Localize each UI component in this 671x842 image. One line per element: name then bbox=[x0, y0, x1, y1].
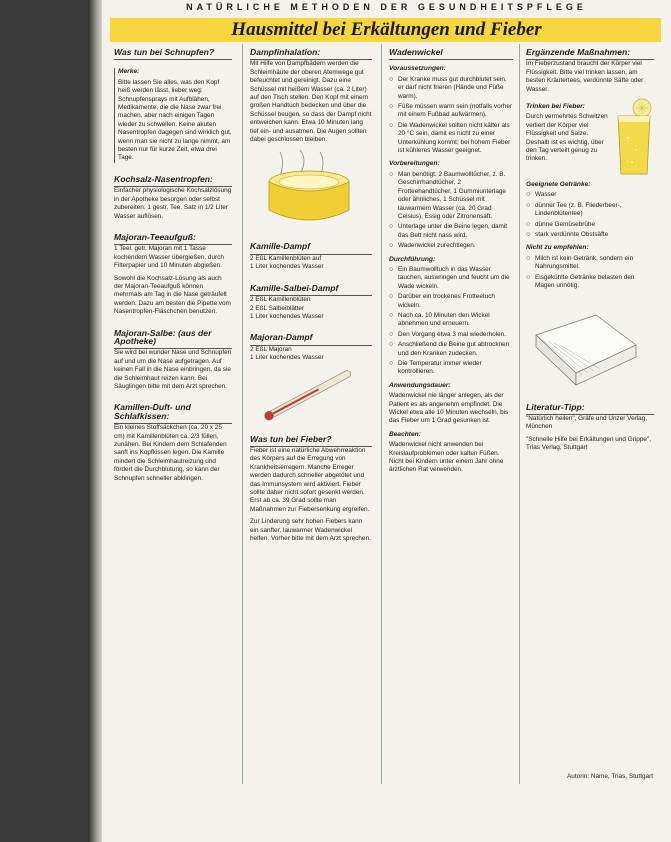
page-title: Hausmittel bei Erkältungen und Fieber bbox=[231, 19, 542, 40]
paragraph: Zur Linderung sehr hohen Fiebers kann ein sanfter, lauwarmer Wadenwickel helfen. Vorher bitte mit dem Arzt sprechen. bbox=[250, 518, 371, 542]
column-4 bbox=[526, 44, 654, 457]
list-item: ○ Wasser bbox=[526, 191, 654, 199]
section-heading: Majoran-Salbe: (aus der Apotheke) bbox=[114, 325, 232, 350]
recipe-line: 1 Liter kochendes Wasser bbox=[250, 354, 324, 362]
subheading: Nicht zu empfehlen: bbox=[526, 244, 589, 252]
paragraph: Sie wird bei wunder Nase und Schnupfen auf und um die Nase aufgetragen. Auf keinen Fall in die Nase einbringen, da sie die Schleimhaut reizen kann. Bei Säuglingen bitte mit dem Arzt sprechen. bbox=[114, 349, 232, 390]
list-item: ○ Füße müssen warm sein (notfalls vorher mit einem Fußbad aufwärmen). bbox=[389, 103, 513, 120]
subheading: Anwendungsdauer: bbox=[389, 381, 451, 389]
column-divider bbox=[519, 44, 520, 784]
column-2 bbox=[250, 44, 372, 547]
column-1 bbox=[114, 44, 232, 487]
subheading: Trinken bei Fieber: bbox=[526, 103, 585, 111]
list-item: ○ Man benötigt: 2 Baumwolltücher, z. B. Geschirrhandtücher, 2 Frotteehandtücher, 1 Gummiunterlage oder ähnliches, 1 Schüssel mit lauwarmem Wasser (ca. 20 Grad Celsius), Essig oder Zitronensaft. bbox=[389, 171, 513, 221]
paragraph: Bitte lassen Sie alles, was den Kopf heiß werden lässt, lieber weg: Schnupfensprays mit Aufblähen, Medikamente, die die Nase zwar frei machen, aber nach einigen Tagen wieder zu schwellen. Keine akuten Nasentropfen dagegen sind wirklich gut, wenn man sie nicht zu lange nimmt, am besten nur für kurze Zeit, etwa drei Tage. bbox=[118, 78, 232, 162]
section-heading: Dampfinhalation: bbox=[250, 44, 372, 60]
bullet-list bbox=[526, 191, 654, 239]
section-heading: Majoran-Dampf bbox=[250, 329, 372, 345]
lemonade-glass-illustration bbox=[614, 98, 654, 176]
bullet-list bbox=[526, 255, 654, 291]
author-credit: Autorin: Name, Trias, Stuttgart bbox=[567, 773, 653, 780]
paragraph: Wadenwickel nicht anwenden bei Kreislaufproblemen oder kalten Füßen. Nicht bei Kindern unter einem Jahr ohne ärztlichen Rat verwenden. bbox=[389, 441, 504, 474]
recipe-line: 2 EßL Kamillenblüten auf bbox=[250, 254, 322, 262]
paragraph: Wadenwickel nie länger anlegen, als der Patient es als angenehm empfindet. Die Wickel etwa alle 10 Minuten wechseln, bis das Fieber um 1 Grad gesunken ist. bbox=[389, 392, 509, 425]
note-box bbox=[114, 68, 232, 162]
list-item: ○ dünner Tee (z. B. Fliederbeer-, Lindenblütentee) bbox=[526, 202, 654, 219]
list-item: ○ Darüber ein trockenes Frotteetuch wickeln. bbox=[389, 293, 513, 310]
paragraph: Fieber ist eine natürliche Abwehrreaktion des Körpers auf die Erregung von Krankheitserregern. Manche Erreger werden dadurch schneller abgetötet und das Immunsystem wird aktiviert. Fieber sollte daher nicht sofort gesenkt werden. Erst ab ca. 39 Grad sollte man Maßnahmen zur Fiebersenkung ergreifen. bbox=[250, 446, 370, 513]
column-divider bbox=[242, 44, 243, 784]
recipe-line: 1 Liter kochendes Wasser bbox=[250, 263, 324, 271]
recipe-line: 2 EßL Majoran bbox=[250, 345, 292, 353]
paragraph: "Natürlich heilen", Gräfe und Unzer Verlag, München bbox=[526, 414, 648, 431]
drink-block bbox=[526, 98, 654, 176]
list-item: ○ dünne Gemüsebrühe bbox=[526, 221, 654, 229]
section-heading: Wadenwickel bbox=[389, 44, 513, 60]
subheading: Durchführung: bbox=[389, 255, 436, 263]
section-heading: Ergänzende Maßnahmen: bbox=[526, 44, 654, 60]
paragraph: Einfacher physiologische Kochsalzlösung in der Apotheke besorgen oder selbst zubereiten: 1 gestr. Tee. Salz in 1/2 Liter Wasser auflösen. bbox=[114, 187, 232, 220]
paragraph: Im Fieberzustand braucht der Körper viel Flüssigkeit. Bitte viel trinken lassen, am besten Kräutertees, verdünnte Säfte oder Wasser. bbox=[526, 60, 644, 93]
list-item: ○ Eisgekühlte Getränke belasten den Magen unnötig. bbox=[526, 274, 654, 291]
subheading: Vorbereitungen: bbox=[389, 160, 440, 168]
section-heading: Kamille-Salbei-Dampf bbox=[250, 280, 372, 296]
list-item: ○ Anschließend die Beine gut abtrocknen und den Kranken zudecken. bbox=[389, 341, 513, 358]
bullet-list bbox=[389, 76, 513, 156]
list-item: ○ Ein Baumwolltuch in das Wasser tauchen, auswringen und feucht um die Wade wickeln. bbox=[389, 266, 513, 291]
section-heading: Was tun bei Fieber? bbox=[250, 431, 372, 447]
recipe-line: 2 EßL Kamillenblüten bbox=[250, 296, 311, 304]
list-item: ○ Die Temperatur immer wieder kontrollieren. bbox=[389, 360, 513, 377]
list-item: ○ stark verdünnte Obstsäfte bbox=[526, 231, 654, 239]
drink-text bbox=[526, 98, 610, 176]
paragraph: Mit Hilfe von Dampfbädern werden die Schleimhäute der oberen Atemwege gut befeuchtet und gereinigt. Dazu eine Schüssel mit heißem Wasser (ca. 2 Liter) auf den Tisch stellen. Den Kopf mit einem großen Handtuch bedecken und über die Schüssel beugen, so dass der Dampf nicht entweichen kann. Etwa 10 Minuten lang tief ein- und ausatmen. Die Augen sollten dabei geschlossen bleiben. bbox=[250, 60, 372, 144]
subheading: Voraussetzungen: bbox=[389, 65, 446, 73]
paragraph: Durch vermehrtes Schwitzen verliert der Körper viel Flüssigkeit und Salze. Deshalb ist es wichtig, über den Tag verteilt genug zu trinken. bbox=[526, 113, 608, 163]
folded-towel-illustration bbox=[526, 295, 646, 391]
list-item: ○ Wadenwickel zurechtlegen. bbox=[389, 242, 513, 250]
column-3 bbox=[389, 44, 513, 479]
paragraph: Ein kleines Stoffsäckchen (ca. 20 x 25 cm) mit Kamillenblüten ca. 2/3 füllen, zunähen. Bei Kindern dem Schlafenden sanft ins Kopfkissen legen. Die Kamille mindert die Schleimhautreizung und fördert die Durchblutung, so kann der Schnupfen schneller abklingen. bbox=[114, 424, 227, 482]
list-item: ○ Die Wadenwickel sollten nicht kälter als 20 °C sein, damit es nicht zu einer Unterkühlung kommt; bei hohem Fieber ist kühleres Wasser geeignet. bbox=[389, 122, 513, 156]
paragraph: Sowohl die Kochsalz-Lösung als auch der Majoran-Teeaufguß können mehrmals am Tag in die Nase geträufelt werden. Dazu am besten die Pipette vom Nasentropfen-Fläschchen benutzen. bbox=[114, 274, 231, 316]
recipe-line: 1 Liter kochendes Wasser bbox=[250, 312, 324, 320]
list-item: ○ Unterlage unter die Beine legen, damit das Bett nicht nass wird. bbox=[389, 223, 513, 240]
section-heading: Kamille-Dampf bbox=[250, 238, 372, 254]
steaming-bowl-illustration bbox=[250, 148, 368, 230]
subheading: Merke: bbox=[118, 68, 140, 76]
paragraph: 1 Teel. getr. Majoran mit 1 Tasse kochendem Wasser übergießen, durch Filterpapier und 10 Minuten abgießen. bbox=[114, 245, 224, 270]
section-heading: Majoran-Teeaufguß: bbox=[114, 229, 232, 245]
section-heading: Kamillen-Duft- und Schlafkissen: bbox=[114, 399, 232, 424]
bullet-list bbox=[389, 266, 513, 377]
paragraph: "Schnelle Hilfe bei Erkältungen und Grippe", Trias Verlag, Stuttgart bbox=[526, 435, 651, 452]
subheading: Beachten: bbox=[389, 430, 421, 438]
subheading: Geeignete Getränke: bbox=[526, 181, 591, 189]
list-item: ○ Nach ca. 10 Minuten den Wickel abnehmen und erneuern. bbox=[389, 312, 513, 329]
section-heading: Kochsalz-Nasentropfen: bbox=[114, 171, 232, 187]
document-page bbox=[102, 0, 671, 842]
section-heading: Was tun bei Schnupfen? bbox=[114, 44, 232, 60]
list-item: ○ Der Kranke muss gut durchblutet sein, er darf nicht frieren (Hände und Füße warm). bbox=[389, 76, 513, 101]
list-item: ○ Den Vorgang etwa 3 mal wiederholen. bbox=[389, 331, 513, 339]
thermometer-illustration bbox=[250, 367, 368, 423]
column-divider bbox=[381, 44, 382, 784]
recipe-line: 2 EßL Salbeiblätter bbox=[250, 304, 305, 312]
bullet-list bbox=[389, 171, 513, 251]
series-header: NATÜRLICHE METHODEN DER GESUNDHEITSPFLEGE bbox=[186, 2, 587, 12]
section-heading: Literatur-Tipp: bbox=[526, 399, 654, 415]
list-item: ○ Milch ist kein Getränk, sondern ein Nahrungsmittel. bbox=[526, 255, 654, 272]
